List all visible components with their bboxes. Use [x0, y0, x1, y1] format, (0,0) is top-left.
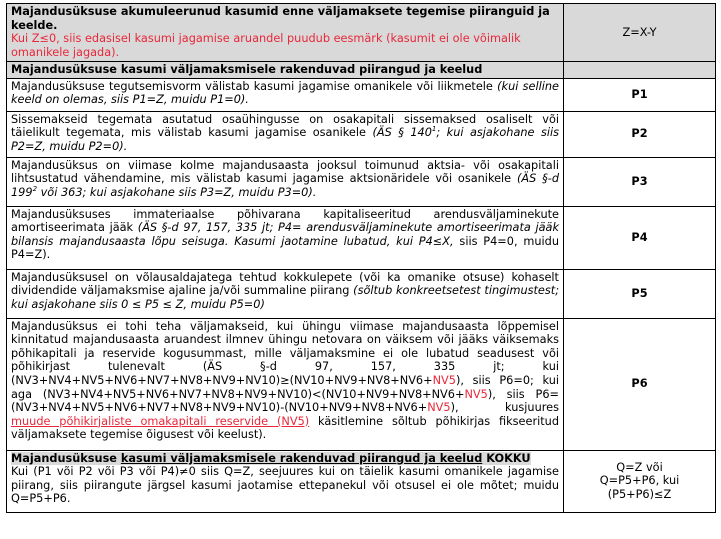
table-row	[7, 157, 716, 206]
total-row	[7, 450, 716, 512]
restriction-code: P3	[564, 157, 716, 206]
total-formula	[564, 450, 716, 512]
restriction-superscript: 1	[431, 125, 437, 134]
restriction-text-part: Majandusüksusel on võlausaldajatega tehtud kokkulepete (või ka omanike otsuse) kohaselt dividendide väljamaksmise ajaline ja/või summaline piirang	[11, 270, 559, 298]
table-row	[7, 206, 716, 269]
restriction-code: P5	[564, 269, 716, 318]
table-row	[7, 4, 716, 62]
restriction-text-part: ), siis P6=(NV3+NV4+NV5+NV6+NV7+NV8+NV9+NV10)-(NV10+NV9+NV8+NV6+	[11, 387, 559, 415]
restriction-text-part: siis P4=0, muidu P4=Z).	[11, 234, 559, 262]
accumulated-profit-cell	[7, 4, 564, 62]
restriction-text-italic: või 363; kui asjakohane siis P3=Z, muidu P3=0).	[37, 185, 317, 199]
formula-cell	[564, 4, 716, 62]
restriction-text-part: Majandusüksus on viimase kolme majandusaasta jooksul toimunud aktsia- või osakapitali lihtsustatud vähendamine, mis välistab kasumi jagamise aktsionäridele või osanikele	[11, 158, 559, 186]
restriction-highlight: NV5	[464, 387, 488, 401]
restriction-text-italic: ; kui asjakohane siis P2=Z, muidu P2=0).	[11, 126, 560, 153]
restriction-highlight: muude põhikirjaliste omakapitali reservide (NV5)	[11, 414, 310, 428]
restriction-text-italic: (kui selline keeld on olemas, siis P1=Z, muidu P1=0).	[11, 79, 559, 107]
restriction-text	[7, 157, 564, 206]
profit-restrictions-table	[6, 3, 716, 513]
restriction-superscript: 2	[32, 185, 38, 194]
total-formula-line: Q=P5+P6, kui	[599, 474, 680, 488]
table-row	[7, 111, 716, 157]
restriction-highlight: NV5	[432, 373, 456, 387]
total-body: Kui (P1 või P2 või P3 või P4)≠0 siis Q=Z, seejuures kui on täielik kasumi omanikele jagamise piirang, siis piirangute järgsel kasumi jaotamise ettepanekul või otsusel ei ole mõtet; muidu Q=P5+P6.	[11, 465, 559, 506]
section-header-empty	[564, 62, 716, 79]
restriction-text-part: ), kusjuures	[450, 401, 559, 415]
total-title-underlined: kasumi väljamaksmisele rakenduvad piirangud ja keelud	[120, 451, 483, 465]
restriction-text-part: Majandusüksuse tegutsemisvorm välistab kasumi jagamise omanikele või liikmetele	[11, 79, 498, 93]
total-text	[7, 450, 564, 512]
table-row	[7, 269, 716, 318]
restriction-code: P4	[564, 206, 716, 269]
restriction-text-part: Majandusüksuses immateriaalse põhivarana kapitaliseeritud arendusväljaminekute amortiseerimata jääk	[11, 207, 559, 235]
restriction-code: P1	[564, 78, 716, 111]
restriction-text-italic: (ÄS §-d 97, 157, 335 jt; P4= arendusväljaminekute amortiseerimata jääk bilansis majandusaasta lõpu seisuga. Kasumi jaotamine lubatud, kui P4≤X,	[11, 221, 560, 248]
restriction-text-italic: (ÄS §-d 199	[11, 172, 560, 199]
restriction-text-italic: (ÄS § 140	[372, 126, 432, 140]
accumulated-profit-title: Majandusüksuse akumuleerunud kasumid enne väljamaksete tegemise piiranguid ja keelde.	[11, 5, 550, 32]
restriction-text-part: ), siis P6=0; kui aga (NV3+NV4+NV5+NV6+NV7+NV8+NV9+NV10)<(NV10+NV9+NV8+NV6+	[11, 373, 559, 401]
restriction-code: P6	[564, 318, 716, 450]
restriction-text	[7, 206, 564, 269]
total-title-part: Majandusüksuse	[11, 451, 121, 465]
section-header: Majandusüksuse kasumi väljamaksmisele rakenduvad piirangud ja keelud	[7, 62, 564, 79]
formula-z: Z=X-Y	[622, 25, 657, 39]
restriction-text-part: Majandusüksus ei tohi teha väljamakseid, kui ühingu viimase majandusaasta lõppemisel kinnitatud majandusaasta aruandest ilmnev ühingu netovara on väiksem või jääks väiksemaks põhikapitali ja reservide kogusummast, mille väljamaksmine ei ole lubatud seadusest või põhikirjast tulenevalt (ÄS §-d 97, 157, 335 jt; kui (NV3+NV4+NV5+NV6+NV7+NV8+NV9+NV10)≥(NV10+NV9+NV8+NV6+	[11, 319, 559, 387]
restriction-text	[7, 269, 564, 318]
accumulated-profit-note: Kui Z≤0, siis edasisel kasumi jagamise aruandel puudub eesmärk (kasumit ei ole võimalik omanikele jagada).	[11, 32, 521, 59]
table-row	[7, 78, 716, 111]
section-header-row	[7, 62, 716, 79]
restriction-text-part: Sissemakseid tegemata asutatud osaühingusse on osakapitali sissemaksed osaliselt või täielikult tegemata, mis välistab kasumi jagamise osanikele	[11, 112, 559, 140]
table-row	[7, 318, 716, 450]
restriction-text-part: käsitlemine sõltub põhikirjas fikseeritud väljamaksete tegemise õigusest või keelust).	[11, 414, 559, 442]
restriction-text	[7, 78, 564, 111]
total-formula-line: (P5+P6)≤Z	[607, 487, 672, 501]
restriction-text	[7, 111, 564, 157]
restriction-code: P2	[564, 111, 716, 157]
total-formula-line: Q=Z või	[616, 460, 663, 474]
total-title-part: KOKKU	[482, 451, 531, 465]
total-title	[11, 452, 531, 465]
restriction-highlight: NV5	[427, 401, 451, 415]
restriction-text	[7, 318, 564, 450]
restriction-text-italic: (sõltub konkreetsetest tingimustest; kui asjakohane siis 0 ≤ P5 ≤ Z, muidu P5=0)	[11, 284, 559, 311]
